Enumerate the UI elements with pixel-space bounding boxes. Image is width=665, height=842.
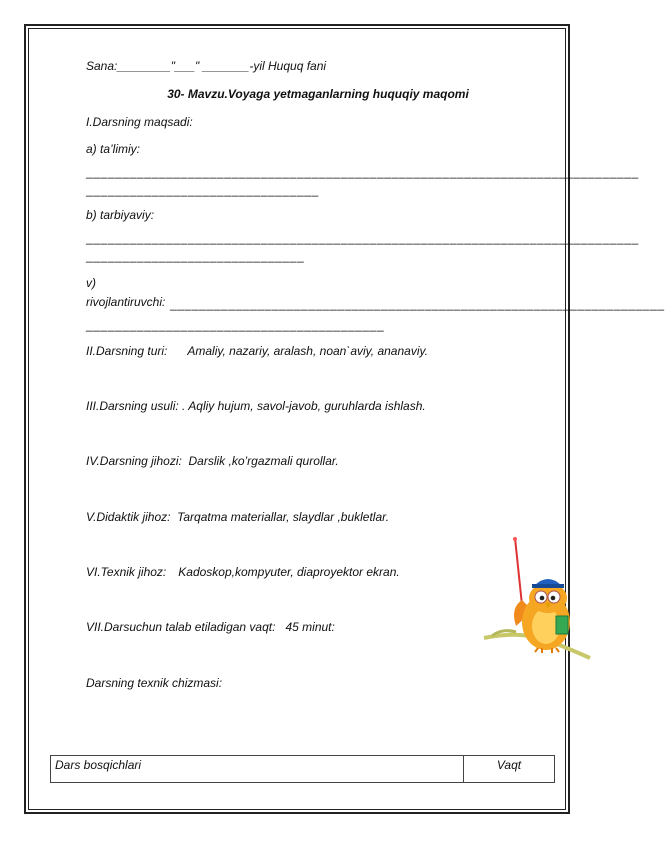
required-time-value: 45 minut: <box>285 620 335 634</box>
lesson-equipment-value: Darslik ,ko’rgazmali qurollar. <box>188 454 339 468</box>
technical-equipment <box>86 564 400 580</box>
lesson-type-value: Amaliy, nazariy, aralash, noan`aviy, ananaviy. <box>187 344 428 358</box>
required-time <box>86 619 335 635</box>
lesson-type-label: II.Darsning turi: <box>86 344 168 358</box>
didactic-equipment-label: V.Didaktik jihoz: <box>86 510 171 524</box>
technical-equipment-value: Kadoskop,kompyuter, diaproyektor ekran. <box>178 565 400 579</box>
scheme-heading: Darsning texnik chizmasi: <box>86 676 223 690</box>
lesson-method-label: III.Darsning usuli: . <box>86 399 186 413</box>
lesson-method-value: Aqliy hujum, savol-javob, guruhlarda ishlash. <box>188 399 426 413</box>
goal-developmental-prefix: v) <box>86 276 96 290</box>
answer-line: ____________________________________________________________________________ <box>86 165 639 179</box>
owl-with-pointer-icon <box>482 530 592 665</box>
answer-line: ____________________________________________________________________________ <box>86 231 639 245</box>
lesson-stages-table <box>50 755 555 783</box>
lesson-method <box>86 398 426 414</box>
answer-line: ____________________________________________________________________ <box>170 297 665 311</box>
answer-line: ______________________________ <box>86 249 305 263</box>
answer-line: ________________________________ <box>86 183 319 197</box>
table-header-time: Vaqt <box>496 758 522 772</box>
answer-line: _________________________________________ <box>86 318 385 332</box>
page-title: 30- Mavzu.Voyaga yetmaganlarning huquqiy maqomi <box>167 87 469 101</box>
goals-heading: I.Darsning maqsadi: <box>86 115 193 129</box>
goal-educational-label: a) ta’limiy: <box>86 142 141 156</box>
lesson-equipment <box>86 453 339 469</box>
technical-equipment-label: VI.Texnik jihoz: <box>86 565 167 579</box>
didactic-equipment-value: Tarqatma materiallar, slaydlar ,bukletlar. <box>177 510 390 524</box>
date-line: Sana:________"___" _______-yil Huquq fani <box>86 59 327 73</box>
goal-upbringing-label: b) tarbiyaviy: <box>86 208 155 222</box>
didactic-equipment <box>86 509 389 525</box>
lesson-equipment-label: IV.Darsning jihozi: <box>86 454 182 468</box>
goal-developmental-label: rivojlantiruvchi: <box>86 295 166 309</box>
required-time-label: VII.Darsuchun talab etiladigan vaqt: <box>86 620 276 634</box>
table-header-stages: Dars bosqichlari <box>51 756 464 782</box>
lesson-type <box>86 343 428 359</box>
